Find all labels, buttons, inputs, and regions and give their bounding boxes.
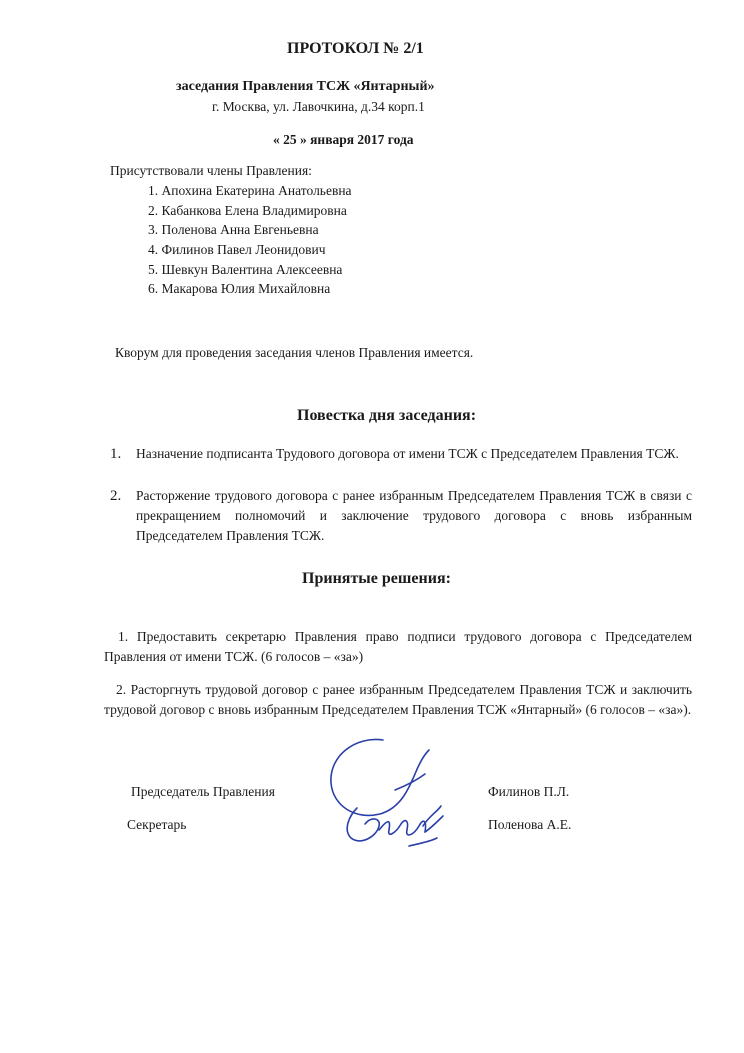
chair-role: Председатель Правления (131, 784, 275, 799)
decision-item: 2. Расторгнуть трудовой договор с ранее избранным Председателем Правления ТСЖ и заключить трудовой договор с вновь избранным Председателем Правления ТСЖ «Янтарный» (6 голосов – «за»). (104, 682, 692, 717)
agenda-item-number: 1. (110, 446, 122, 462)
secretary-name: Поленова А.Е. (488, 817, 572, 832)
agenda-item-text: Назначение подписанта Трудового договора от имени ТСЖ с Председателем Правления ТСЖ. (136, 446, 679, 461)
date-day: « 25 » (273, 132, 307, 147)
member-item: 1. Апохина Екатерина Анатольевна (148, 183, 352, 198)
agenda-item (110, 444, 692, 464)
agenda-heading: Повестка дня заседания: (297, 407, 477, 424)
member-item: 6. Макарова Юлия Михайловна (148, 281, 331, 296)
agenda-item-text: Расторжение трудового договора с ранее избранным Председателем Правления ТСЖ в связи с прекращением полномочий и заключение трудового договора с вновь избранным Председателем Правления ТСЖ. (136, 488, 692, 543)
signature-icon (325, 738, 465, 868)
meeting-date (273, 132, 414, 148)
date-rest: января 2017 года (306, 132, 414, 147)
address: г. Москва, ул. Лавочкина, д.34 корп.1 (212, 99, 425, 114)
member-item: 3. Поленова Анна Евгеньевна (148, 222, 319, 237)
member-item: 5. Шевкун Валентина Алексеевна (148, 262, 343, 277)
quorum-statement: Кворум для проведения заседания членов Правления имеется. (115, 345, 474, 360)
secretary-role: Секретарь (127, 817, 187, 832)
protocol-subtitle: заседания Правления ТСЖ «Янтарный» (176, 79, 435, 94)
decision-item: 1. Предоставить секретарю Правления право подписи трудового договора с Председателем Правления от имени ТСЖ. (6 голосов – «за») (104, 629, 692, 664)
attendance-label: Присутствовали члены Правления: (110, 163, 312, 178)
member-item: 2. Кабанкова Елена Владимировна (148, 203, 347, 218)
decisions-heading: Принятые решения: (302, 570, 451, 587)
member-item: 4. Филинов Павел Леонидович (148, 242, 326, 257)
protocol-title: ПРОТОКОЛ № 2/1 (287, 40, 424, 57)
agenda-item-number: 2. (110, 488, 122, 504)
chair-name: Филинов П.Л. (488, 784, 570, 799)
agenda-item (110, 486, 692, 546)
